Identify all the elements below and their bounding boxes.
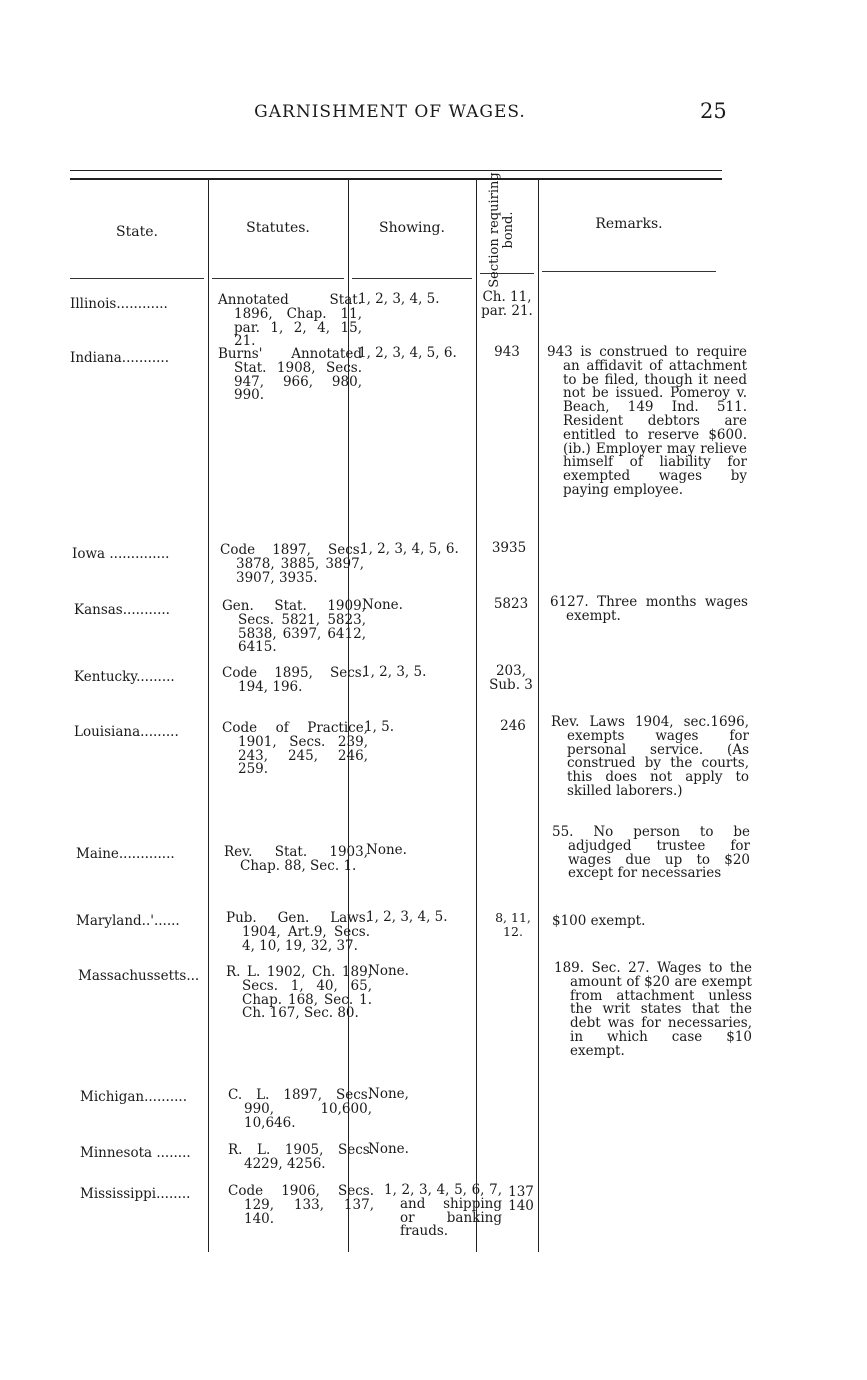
table-row-state: Maine............. xyxy=(76,846,175,862)
table-row-statutes: Code 1895, Secs. 194, 196. xyxy=(222,665,366,695)
table-row-statutes: C. L. 1897, Secs. 990, 10,600, 10,646. xyxy=(228,1087,372,1131)
table-row-statutes: R. L. 1905, Secs. 4229, 4256. xyxy=(228,1142,374,1172)
table-row-bond: 137 140 xyxy=(508,1184,534,1214)
header-underline xyxy=(542,271,716,272)
table-row-remarks: $100 exempt. xyxy=(552,913,646,929)
column-divider xyxy=(208,180,209,1252)
table-row-showing: None. xyxy=(366,842,407,858)
table-row-bond: 3935 xyxy=(491,540,527,556)
table-row-remarks: 189. Sec. 27. Wages to the amount of $20 are exempt from attachment unless the writ states that the debt was for necessaries, in which case $10 exempt. xyxy=(554,960,752,1059)
table-row-showing: None. xyxy=(368,1141,409,1157)
table-row-showing: 1, 2, 3, 4, 5, 6. xyxy=(358,345,457,361)
table-row-statutes: Pub. Gen. Laws. 1904, Art.9, Secs. 4, 10, 19, 32, 37. xyxy=(226,910,370,954)
running-title: GARNISHMENT OF WAGES. xyxy=(254,102,526,122)
column-header-remarks: Remarks. xyxy=(595,216,663,232)
table-row-state: Minnesota ........ xyxy=(80,1145,191,1161)
table-row-bond: Ch. 11, par. 21. xyxy=(481,289,533,319)
table-row-bond: 8, 11, 12. xyxy=(495,910,531,939)
column-header-statutes: Statutes. xyxy=(246,220,310,236)
table-row-remarks: 55. No person to be adjudged trustee for wages due up to $20 except for necessaries xyxy=(552,824,750,882)
table-row-statutes: Annotated Stat. 1896, Chap. 11, par. 1, 2, 4, 15, 21. xyxy=(218,292,362,350)
page-number: 25 xyxy=(700,99,727,123)
table-top-rule-thick xyxy=(70,178,722,180)
table-top-rule xyxy=(70,170,722,171)
table-row-showing: 1, 2, 3, 5. xyxy=(362,664,427,680)
table-row-showing: 1, 2, 3, 4, 5. xyxy=(366,909,448,925)
table-row-remarks: 943 is construed to require an affidavit of attachment to be filed, though it need not be issued. Pomeroy v. Beach, 149 Ind. 511. Resident debtors are entitled to reserve $600. (ib.) Employer may relieve himself of liability for exempted wages by paying employee. xyxy=(547,344,747,498)
table-row-state: Maryland..'...... xyxy=(76,913,180,929)
column-divider xyxy=(538,180,539,1252)
header-underline xyxy=(352,278,472,279)
table-row-showing: 1, 5. xyxy=(364,719,395,735)
table-row-state: Illinois............ xyxy=(70,296,168,312)
table-row-state: Kansas........... xyxy=(74,602,170,618)
table-row-state: Massachussetts... xyxy=(78,968,200,984)
table-row-state: Kentucky......... xyxy=(74,669,175,685)
table-row-remarks: Rev. Laws 1904, sec.1696, exempts wages for personal service. (As construed by the courts, this does not apply to skilled laborers.) xyxy=(551,714,749,799)
table-row-state: Mississippi........ xyxy=(80,1186,191,1202)
header-underline xyxy=(70,278,204,279)
table-row-statutes: Burns' Annotated Stat. 1908, Secs. 947, 966, 980, 990. xyxy=(218,346,362,404)
column-header-showing: Showing. xyxy=(379,220,445,236)
table-row-statutes: Code 1897, Secs. 3878, 3885, 3897, 3907, 3935. xyxy=(220,542,364,586)
table-row-bond: 203, Sub. 3 xyxy=(489,663,533,693)
table-row-showing: None. xyxy=(362,597,403,613)
table-row-showing: None. xyxy=(368,963,409,979)
table-row-state: Indiana........... xyxy=(70,350,169,366)
column-header-state: State. xyxy=(116,224,158,240)
table-row-showing: 1, 2, 3, 4, 5, 6. xyxy=(360,541,459,557)
table-row-showing: 1, 2, 3, 4, 5. xyxy=(358,291,440,307)
header-underline xyxy=(212,278,344,279)
table-row-state: Iowa .............. xyxy=(72,546,170,562)
table-row-statutes: Code 1906, Secs. 129, 133, 137, 140. xyxy=(228,1183,374,1227)
table-row-remarks: 6127. Three months wages exempt. xyxy=(550,594,748,624)
table-row-bond: 246 xyxy=(500,718,526,734)
table-row-statutes: R. L. 1902, Ch. 189, Secs. 1, 40, 65, Chap. 168, Sec. 1. Ch. 167, Sec. 80. xyxy=(226,964,372,1022)
table-row-statutes: Gen. Stat. 1909, Secs. 5821, 5823, 5838, 6397, 6412, 6415. xyxy=(222,598,366,656)
table-row-bond: 943 xyxy=(494,344,520,360)
table-row-bond: 5823 xyxy=(493,596,529,612)
table-row-showing: None, xyxy=(368,1086,409,1102)
table-row-statutes: Code of Practice, 1901, Secs. 239, 243, 245, 246, 259. xyxy=(222,720,368,778)
table-row-state: Michigan.......... xyxy=(80,1089,188,1105)
table-row-state: Louisiana......... xyxy=(74,724,179,740)
table-row-statutes: Rev. Stat. 1903, Chap. 88, Sec. 1. xyxy=(224,844,368,874)
table-row-showing: 1, 2, 3, 4, 5, 6, 7, and shipping or banking frauds. xyxy=(384,1182,502,1240)
column-header-bond: Section requiring bond. xyxy=(487,172,516,288)
